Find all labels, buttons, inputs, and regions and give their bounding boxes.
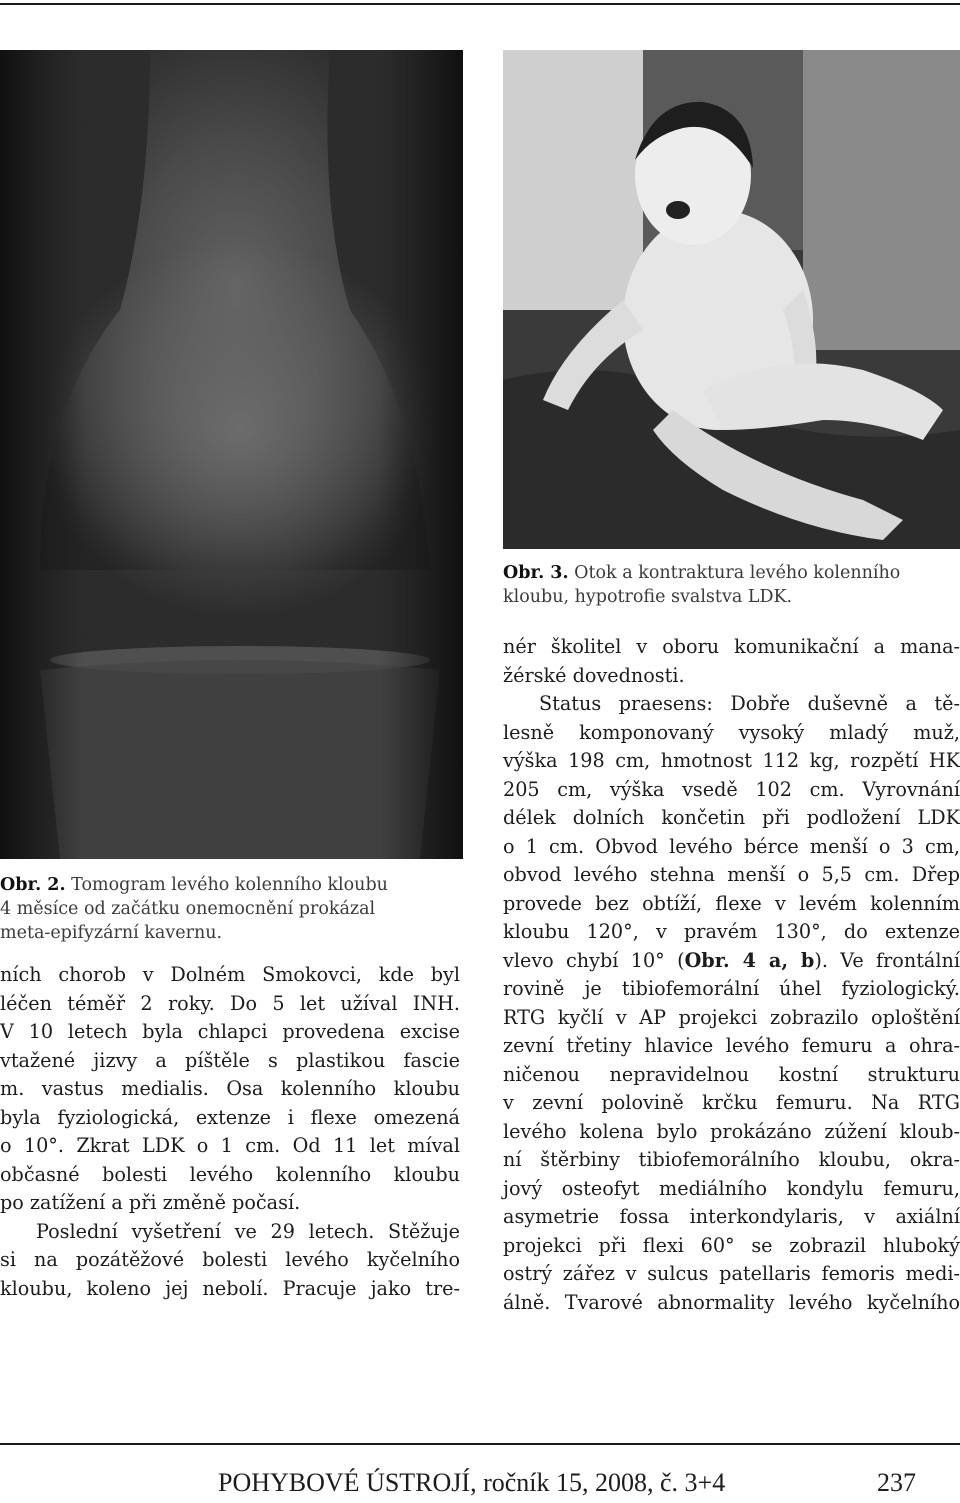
text-line: o 1 cm. Obvod levého bérce menší o 3 cm, — [503, 834, 960, 858]
figure-2-text-line: 4 měsíce od začátku onemocnění prokázal — [0, 899, 376, 919]
text-line-with-figure-ref — [503, 947, 960, 976]
figure-2-text-line: Tomogram levého kolenního kloubu — [71, 875, 388, 895]
text-line: álně. Tvarové abnormality levého kyčelního — [503, 1290, 960, 1314]
text-line: délek dolních končetin při podložení LDK — [503, 806, 960, 829]
figure-3-label: Obr. 3. — [503, 563, 569, 583]
footer-rule — [0, 1443, 960, 1445]
text-line: v zevní polovině krčku femuru. Na RTG — [503, 1091, 960, 1114]
text-fragment: ). Ve frontální — [814, 948, 960, 972]
text-line: kloubu 120°, v pravém 130°, do extenze — [503, 920, 960, 943]
text-line: rovině je tibiofemorální úhel fyziologický. — [503, 977, 960, 1000]
text-line: ničenou nepravidelnou kostní strukturu — [503, 1062, 960, 1086]
text-line: nér školitel v oboru komunikační a mana- — [503, 635, 960, 658]
text-line: po zatížení a při změně počasí. — [0, 1191, 301, 1214]
figure-2-caption — [0, 873, 463, 945]
text-line: kloubu, koleno jej nebolí. Pracuje jako tre- — [0, 1276, 460, 1300]
text-line: výška 198 cm, hmotnost 112 kg, rozpětí HK — [503, 749, 960, 772]
page-footer — [0, 1465, 960, 1501]
text-line: léčen téměř 2 roky. Do 5 let užíval INH. — [0, 991, 460, 1015]
text-line: si na pozátěžové bolesti levého kyčelního — [0, 1248, 460, 1271]
tomogram-image — [0, 50, 463, 859]
text-fragment: vlevo chybí 10° ( — [503, 948, 685, 972]
text-line: ních chorob v Dolném Smokovci, kde byl — [0, 963, 460, 986]
figure-3-text-line: Otok a kontraktura levého kolenního — [574, 563, 901, 583]
text-line: m. vastus medialis. Osa kolenního kloubu — [0, 1077, 460, 1100]
text-line: vtažené jizvy a píštěle s plastikou fascie — [0, 1048, 460, 1072]
figure-4-reference: Obr. 4 a, b — [684, 948, 815, 972]
figure-2-label: Obr. 2. — [0, 875, 66, 895]
text-line: občasné bolesti levého kolenního kloubu — [0, 1162, 460, 1186]
text-line: projekci při flexi 60° se zobrazil hluboký — [503, 1233, 960, 1257]
text-line: o 10°. Zkrat LDK o 1 cm. Od 11 let míval — [0, 1134, 460, 1157]
text-line: Poslední vyšetření ve 29 letech. Stěžuje — [36, 1219, 460, 1243]
text-line: 205 cm, výška vsedě 102 cm. Vyrovnání — [503, 777, 960, 801]
text-line: jový osteofyt mediálního kondylu femuru, — [503, 1176, 960, 1200]
patient-photo — [503, 50, 960, 549]
figure-2-text-line: meta-epifyzární kavernu. — [0, 923, 223, 943]
text-line: Status praesens: Dobře duševně a tě- — [539, 692, 960, 715]
text-line: V 10 letech byla chlapci provedena excise — [0, 1020, 460, 1043]
page-number: 237 — [877, 1468, 916, 1497]
text-line: levého kolena bylo prokázáno zúžení kloub- — [503, 1119, 960, 1143]
text-line: ostrý zářez v sulcus patellaris femoris medi- — [503, 1262, 960, 1285]
figure-3-caption — [503, 561, 960, 609]
text-line: zevní třetiny hlavice levého femuru a ohra- — [503, 1034, 960, 1057]
text-line: lesně komponovaný vysoký mladý muž, — [503, 720, 960, 744]
journal-title: POHYBOVÉ ÚSTROJÍ, ročník 15, 2008, č. 3+4 — [218, 1468, 726, 1497]
figure-3-text-line: kloubu, hypotrofie svalstva LDK. — [503, 587, 793, 607]
text-line: RTG kyčlí v AP projekci zobrazilo oploštění — [503, 1005, 960, 1029]
text-line: asymetrie fossa interkondylaris, v axiální — [503, 1205, 960, 1228]
text-line: ní štěrbiny tibiofemorálního kloubu, okra- — [503, 1148, 960, 1171]
text-line: provede bez obtíží, flexe v levém kolenním — [503, 891, 960, 915]
right-text-column — [503, 633, 960, 1317]
left-text-column — [0, 961, 460, 1303]
text-line: byla fyziologická, extenze i flexe omezená — [0, 1105, 460, 1129]
text-line: žérské dovednosti. — [503, 663, 685, 687]
top-rule — [0, 3, 960, 5]
text-line: obvod levého stehna menší o 5,5 cm. Dřep — [503, 863, 960, 886]
